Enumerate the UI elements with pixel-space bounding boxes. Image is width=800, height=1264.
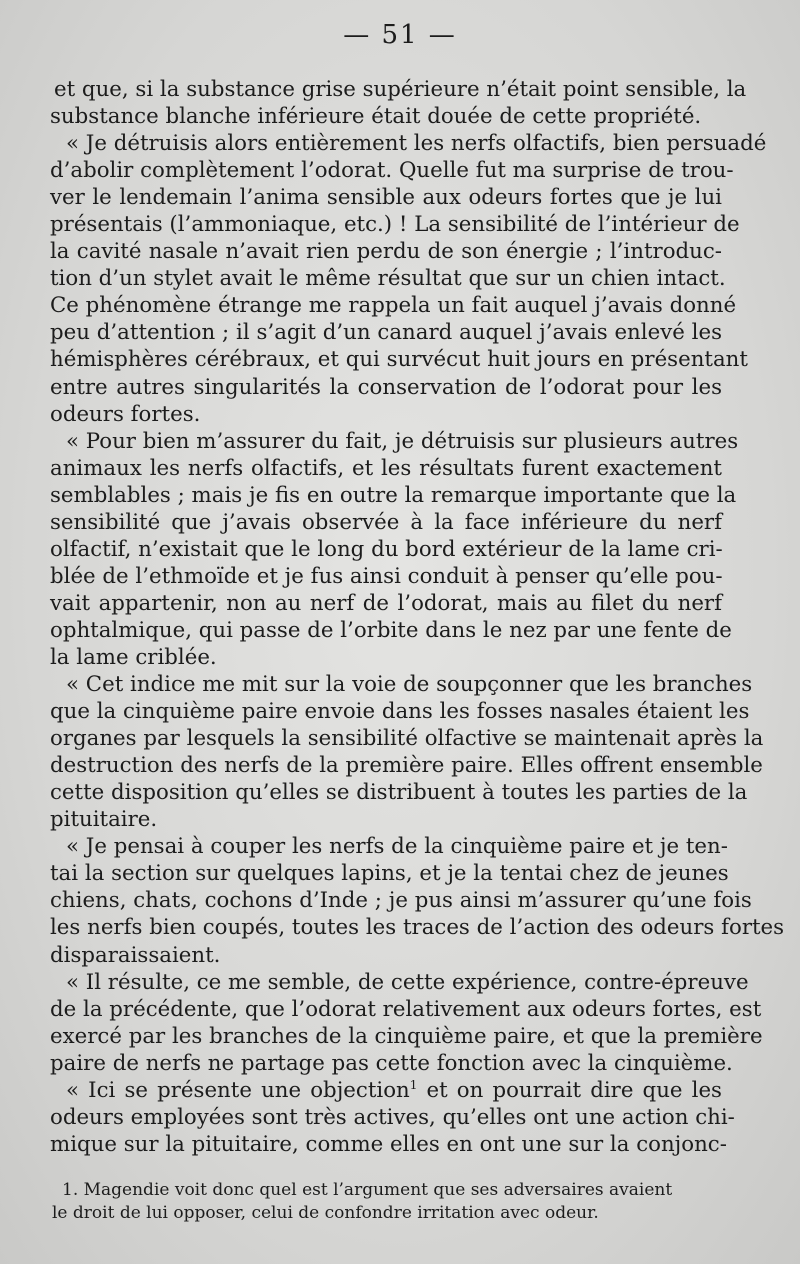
text-line: entre autres singularités la conservation de l’odorat pour les (50, 374, 722, 400)
text-line: « Cet indice me mit sur la voie de soupçonner que les branches (66, 672, 753, 698)
body-text (50, 76, 785, 1158)
text-line: tion d’un stylet avait le même résultat que sur un chien intact. (50, 266, 726, 292)
text-line: substance blanche inférieure était douée de cette propriété. (50, 104, 702, 130)
text-segment: et on pourrait dire que les (417, 1077, 722, 1103)
text-line: Ce phénomène étrange me rappela un fait auquel j’avais donné (50, 293, 737, 319)
text-line: odeurs fortes. (50, 401, 201, 427)
text-line: chiens, chats, cochons d’Inde ; je pus ainsi m’assurer qu’une fois (50, 888, 752, 914)
footnotes (52, 1179, 724, 1225)
text-line: présentais (l’ammoniaque, etc.) ! La sensibilité de l’intérieur de (50, 212, 740, 238)
footnote-line: 1. Magendie voit donc quel est l’argument que ses adversaires avaient (62, 1180, 673, 1200)
page-number: — 51 — (343, 20, 457, 50)
text-line: odeurs employées sont très actives, qu’elles ont une action chi- (50, 1104, 735, 1130)
text-line: tai la section sur quelques lapins, et je la tentai chez de jeunes (50, 861, 729, 887)
text-line (50, 1077, 722, 1104)
text-line: de la précédente, que l’odorat relativement aux odeurs fortes, est (50, 996, 762, 1022)
text-line: animaux les nerfs olfactifs, et les résultats furent exactement (50, 455, 722, 481)
text-line: « Je détruisis alors entièrement les nerfs olfactifs, bien persuadé (66, 131, 767, 157)
text-line: paire de nerfs ne partage pas cette fonction avec la cinquième. (50, 1050, 733, 1076)
text-line: peu d’attention ; il s’agit d’un canard auquel j’avais enlevé les (50, 320, 722, 346)
text-line: mique sur la pituitaire, comme elles en ont une sur la conjonc- (50, 1131, 727, 1157)
text-line: olfactif, n’existait que le long du bord extérieur de la lame cri- (50, 536, 723, 562)
text-line: d’abolir complètement l’odorat. Quelle fut ma surprise de trou- (50, 158, 734, 184)
text-line: la lame criblée. (50, 644, 217, 670)
text-line: pituitaire. (50, 807, 158, 833)
text-line: la cavité nasale n’avait rien perdu de son énergie ; l’introduc- (50, 239, 722, 265)
text-line: cette disposition qu’elles se distribuent à toutes les parties de la (50, 780, 748, 806)
text-line: destruction des nerfs de la première paire. Elles offrent ensemble (50, 753, 763, 779)
text-line: les nerfs bien coupés, toutes les traces de l’action des odeurs fortes (50, 915, 785, 941)
text-line: « Il résulte, ce me semble, de cette expérience, contre-épreuve (66, 969, 749, 995)
text-line: hémisphères cérébraux, et qui survécut huit jours en présentant (50, 347, 748, 373)
text-line: organes par lesquels la sensibilité olfactive se maintenait après la (50, 726, 764, 752)
text-line: sensibilité que j’avais observée à la face inférieure du nerf (50, 509, 722, 535)
text-line: ver le lendemain l’anima sensible aux odeurs fortes que je lui (50, 185, 722, 211)
text-line: et que, si la substance grise supérieure n’était point sensible, la (54, 77, 747, 102)
text-line: vait appartenir, non au nerf de l’odorat, mais au filet du nerf (50, 590, 722, 616)
text-line: semblables ; mais je fis en outre la remarque importante que la (50, 482, 737, 508)
text-line: ophtalmique, qui passe de l’orbite dans le nez par une fente de (50, 617, 732, 643)
text-line: « Pour bien m’assurer du fait, je détruisis sur plusieurs autres (66, 428, 739, 454)
text-line: blée de l’ethmoïde et je fus ainsi conduit à penser qu’elle pou- (50, 563, 723, 589)
text-line: « Je pensai à couper les nerfs de la cinquième paire et je ten- (66, 834, 728, 860)
text-segment: « Ici se présente une objection (66, 1077, 410, 1103)
text-line: exercé par les branches de la cinquième paire, et que la première (50, 1023, 763, 1049)
text-line: que la cinquième paire envoie dans les fosses nasales étaient les (50, 699, 750, 725)
text-line: disparaissaient. (50, 942, 221, 968)
footnote-line: le droit de lui opposer, celui de confondre irritation avec odeur. (52, 1203, 599, 1223)
footnote-marker[interactable]: 1 (409, 1077, 418, 1092)
